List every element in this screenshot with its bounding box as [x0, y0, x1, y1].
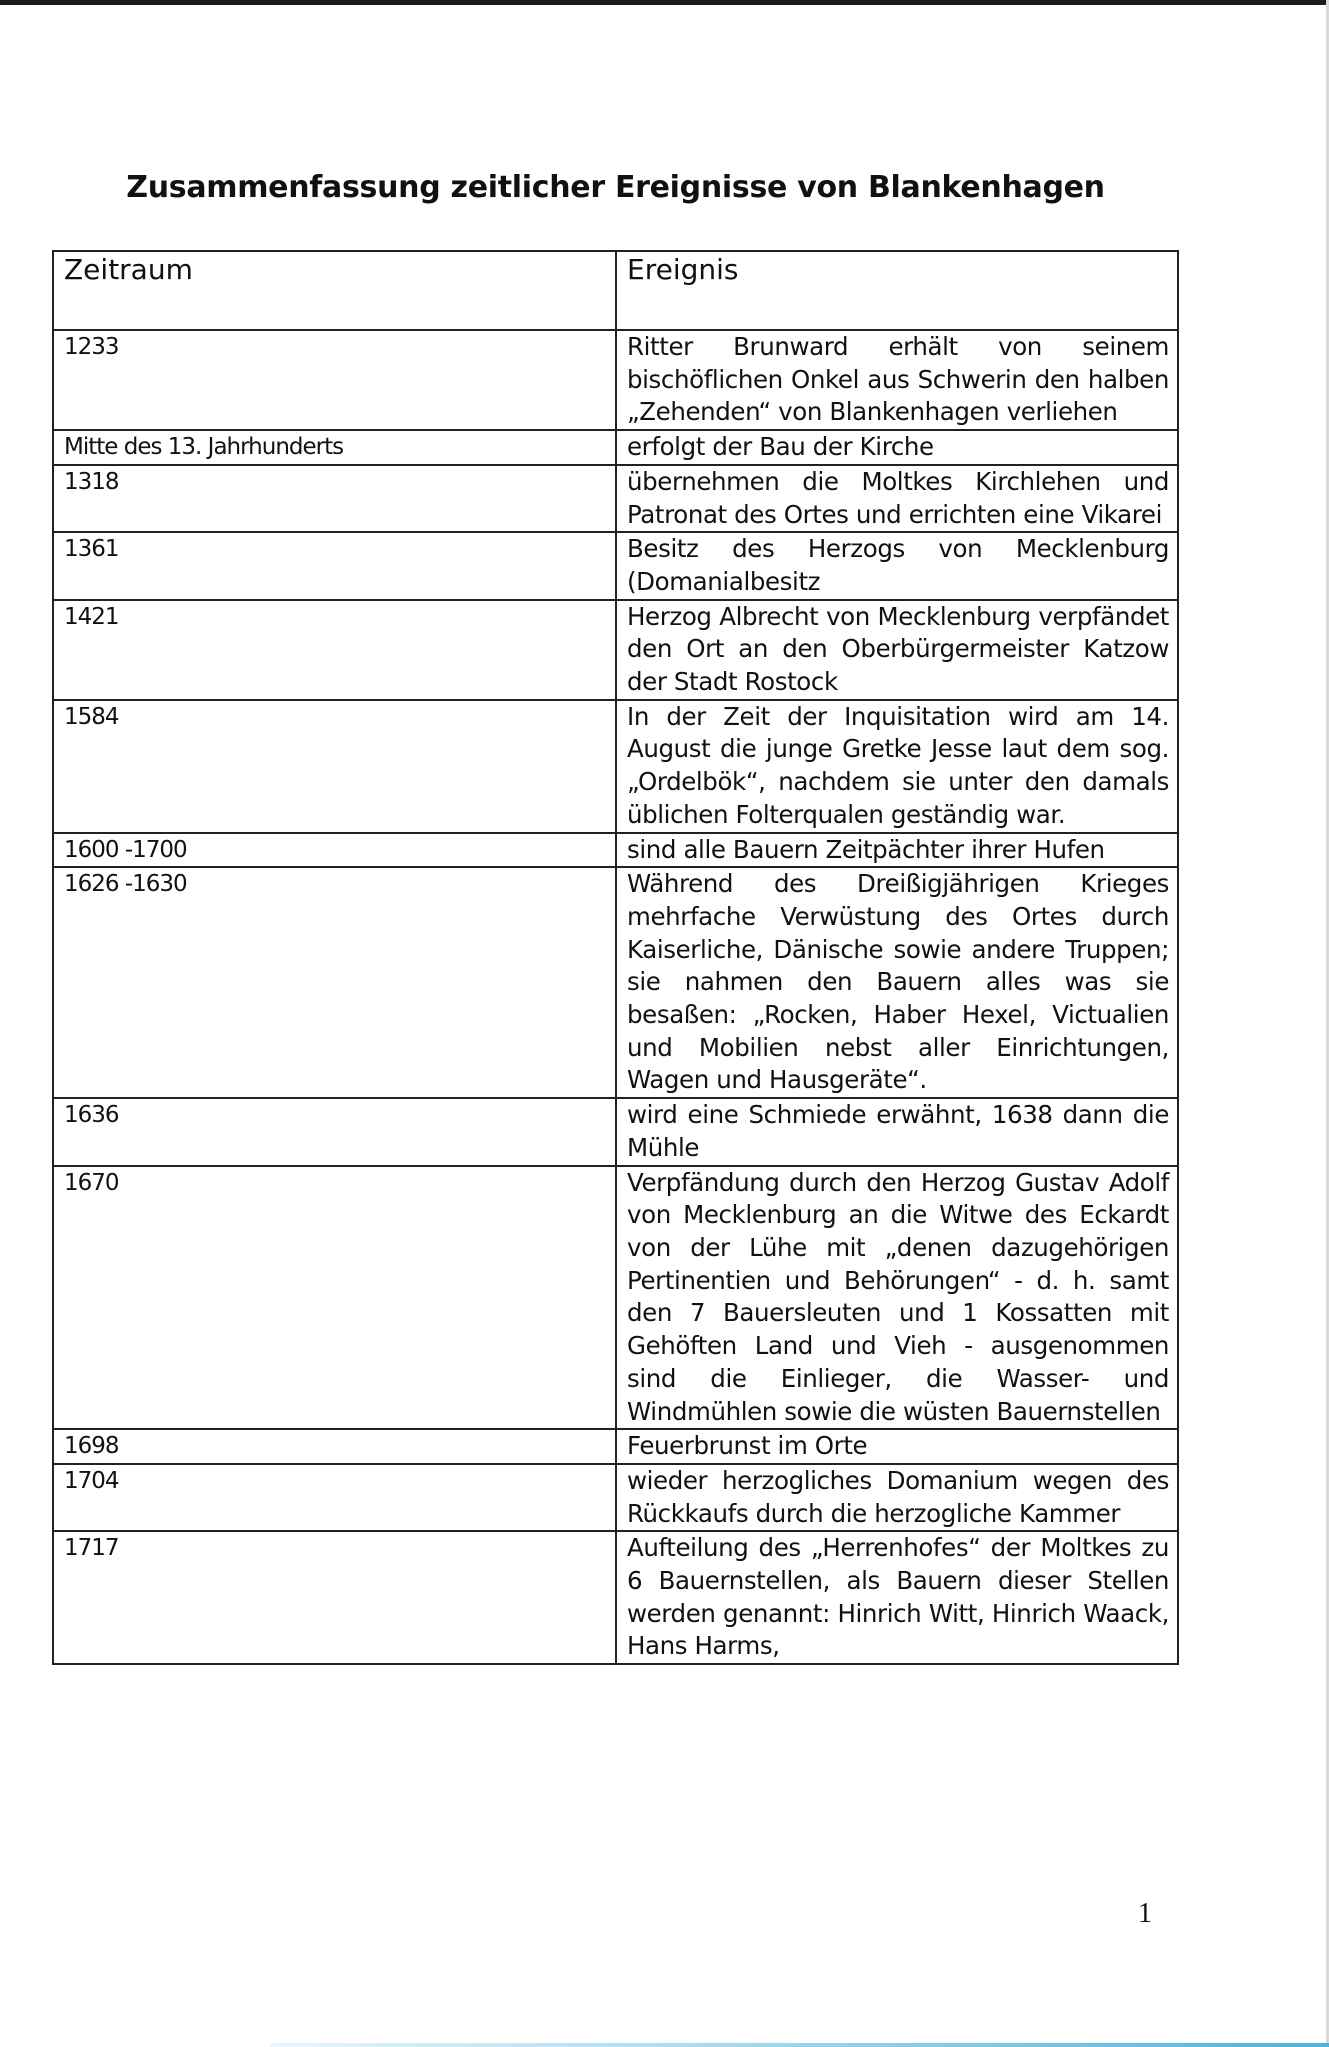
- cell-ereignis: Feuerbrunst im Orte: [616, 1429, 1178, 1464]
- table-row: [53, 532, 1178, 599]
- cell-ereignis: In der Zeit der Inquisitation wird am 14. August die junge Gretke Jesse laut dem sog. „Ordelbök“, nachdem sie unter den damals üblichen Folterqualen geständig war.: [616, 700, 1178, 833]
- column-header-zeitraum: Zeitraum: [53, 251, 616, 330]
- cell-zeitraum: 1626 -1630: [53, 867, 616, 1098]
- events-table: [52, 250, 1179, 1665]
- cell-zeitraum: 1584: [53, 700, 616, 833]
- scan-top-edge: [0, 0, 1329, 5]
- cell-ereignis: übernehmen die Moltkes Kirchlehen und Patronat des Ortes und errichten eine Vikarei: [616, 465, 1178, 532]
- cell-zeitraum: 1421: [53, 600, 616, 700]
- cell-zeitraum: 1318: [53, 465, 616, 532]
- cell-zeitraum: 1361: [53, 532, 616, 599]
- cell-ereignis: erfolgt der Bau der Kirche: [616, 430, 1178, 465]
- cell-ereignis: wieder herzogliches Domanium wegen des Rückkaufs durch die herzogliche Kammer: [616, 1464, 1178, 1531]
- cell-ereignis: Besitz des Herzogs von Mecklenburg (Domanialbesitz: [616, 532, 1178, 599]
- cell-ereignis: sind alle Bauern Zeitpächter ihrer Hufen: [616, 833, 1178, 868]
- table-row: [53, 600, 1178, 700]
- table-header-row: [53, 251, 1178, 330]
- table-row: [53, 700, 1178, 833]
- scan-bottom-edge: [270, 2043, 1329, 2047]
- table-row: [53, 1429, 1178, 1464]
- table-row: [53, 465, 1178, 532]
- table-row: [53, 1166, 1178, 1430]
- table-row: [53, 867, 1178, 1098]
- cell-zeitraum: Mitte des 13. Jahrhunderts: [53, 430, 616, 465]
- cell-zeitraum: 1636: [53, 1098, 616, 1165]
- table-row: [53, 430, 1178, 465]
- cell-ereignis: Verpfändung durch den Herzog Gustav Adolf von Mecklenburg an die Witwe des Eckardt von der Lühe mit „denen dazugehörigen Pertinentien und Behörungen“ - d. h. samt den 7 Bauersleuten und 1 Kossatten mit Gehöften Land und Vieh - ausgenommen sind die Einlieger, die Wasser- und Windmühlen sowie die wüsten Bauernstellen: [616, 1166, 1178, 1430]
- cell-ereignis: Herzog Albrecht von Mecklenburg verpfändet den Ort an den Oberbürgermeister Katzow der Stadt Rostock: [616, 600, 1178, 700]
- cell-ereignis: wird eine Schmiede erwähnt, 1638 dann die Mühle: [616, 1098, 1178, 1165]
- cell-zeitraum: 1670: [53, 1166, 616, 1430]
- cell-zeitraum: 1233: [53, 330, 616, 430]
- table-row: [53, 833, 1178, 868]
- table-row: [53, 1464, 1178, 1531]
- page-number: 1: [1138, 1898, 1152, 1929]
- cell-zeitraum: 1698: [53, 1429, 616, 1464]
- page-title: Zusammenfassung zeitlicher Ereignisse von Blankenhagen: [126, 170, 1105, 205]
- cell-ereignis: Aufteilung des „Herrenhofes“ der Moltkes zu 6 Bauernstellen, als Bauern dieser Stellen werden genannt: Hinrich Witt, Hinrich Waack, Hans Harms,: [616, 1531, 1178, 1664]
- cell-zeitraum: 1717: [53, 1531, 616, 1664]
- table-row: [53, 1098, 1178, 1165]
- column-header-ereignis: Ereignis: [616, 251, 1178, 330]
- cell-ereignis: Ritter Brunward erhält von seinem bischöflichen Onkel aus Schwerin den halben „Zehenden“ von Blankenhagen verliehen: [616, 330, 1178, 430]
- table-row: [53, 330, 1178, 430]
- cell-zeitraum: 1600 -1700: [53, 833, 616, 868]
- cell-zeitraum: 1704: [53, 1464, 616, 1531]
- cell-ereignis: Während des Dreißigjährigen Krieges mehrfache Verwüstung des Ortes durch Kaiserliche, Dänische sowie andere Truppen; sie nahmen den Bauern alles was sie besaßen: „Rocken, Haber Hexel, Victualien und Mobilien nebst aller Einrichtungen, Wagen und Hausgeräte“.: [616, 867, 1178, 1098]
- table-row: [53, 1531, 1178, 1664]
